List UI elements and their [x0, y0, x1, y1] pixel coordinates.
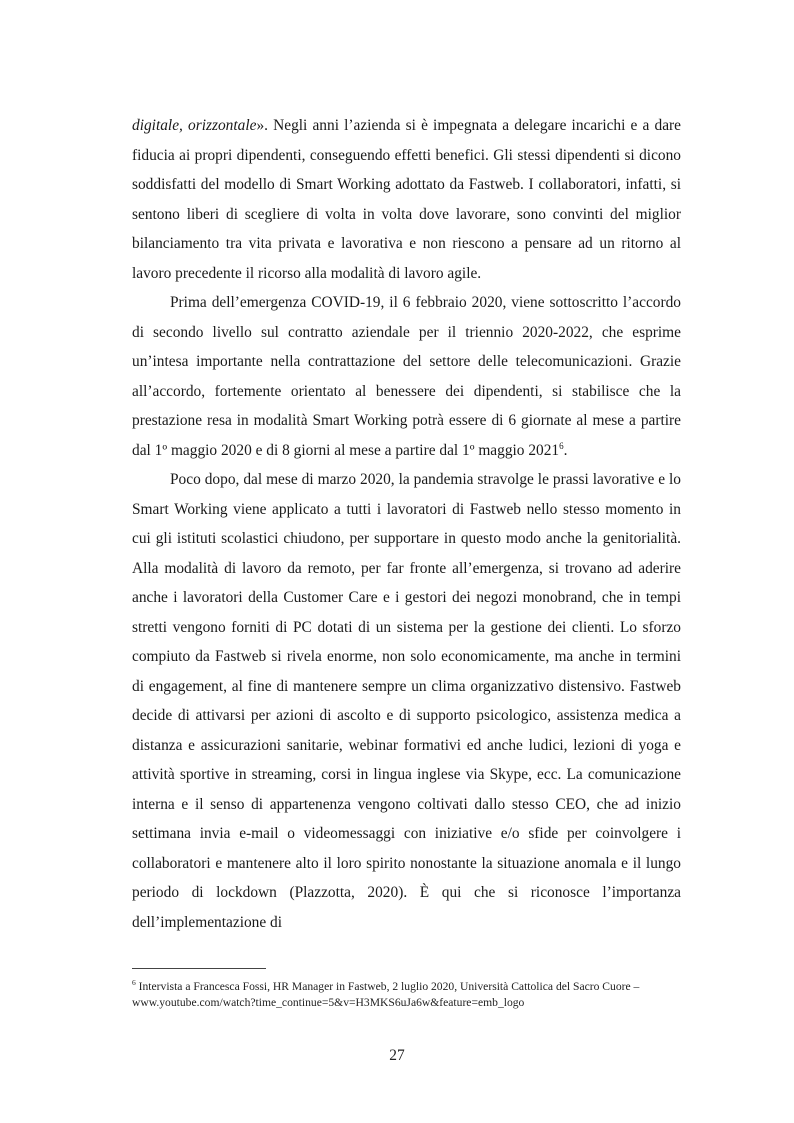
- paragraph-3-text: Poco dopo, dal mese di marzo 2020, la pandemia stravolge le prassi lavorative e lo Smart Working viene applicato a tutti i lavoratori di Fastweb nello stesso momento in cui gli istituti scolastici chiudono, per supportare in questo modo anche la genitorialità. Alla modalità di lavoro da remoto, per far fronte all’emergenza, si trovano ad aderire anche i lavoratori della Customer Care e i gestori dei negozi monobrand, che in tempi stretti vengono forniti di PC dotati di un sistema per la gestione dei clienti. Lo sforzo compiuto da Fastweb si rivela enorme, non solo economicamente, ma anche in termini di engagement, al fine di mantenere sempre un clima organizzativo distensivo. Fastweb decide di attivarsi per azioni di ascolto e di supporto psicologico, assistenza medica a distanza e assicurazioni sanitarie, webinar formativi ed anche ludici, lezioni di yoga e attività sportive in streaming, corsi in lingua inglese via Skype, ecc. La comunicazione interna e il senso di appartenenza vengono coltivati dallo stesso CEO, che ad inizio settimana invia e-mail o videomessaggi con iniziative e/o sfide per coinvolgere i collaboratori e mantenere alto il loro spirito nonostante la situazione anomala e il lungo periodo di lockdown (Plazzotta, 2020). È qui che si riconosce l’importanza dell’implementazione di: [132, 471, 681, 931]
- paragraph-2: [132, 288, 681, 465]
- footnote-text: Intervista a Francesca Fossi, HR Manager in Fastweb, 2 luglio 2020, Università Cattolica del Sacro Cuore – www.youtube.com/watch?time_continue=5&v=H3MKS6uJa6w&feature=emb_logo: [132, 980, 640, 1009]
- paragraph-2-tail: .: [563, 441, 568, 459]
- footnote-divider: [132, 968, 266, 969]
- footnote-reference[interactable]: 6: [559, 440, 564, 451]
- page-number: 27: [389, 1047, 405, 1064]
- paragraph-1: [132, 111, 681, 288]
- italic-phrase: digitale, orizzontale: [132, 117, 257, 134]
- paragraph-2-text: Prima dell’emergenza COVID-19, il 6 febbraio 2020, viene sottoscritto l’accordo di secondo livello sul contratto aziendale per il triennio 2020-2022, che esprime un’intesa importante nella contrattazione del settore delle telecomunicazioni. Grazie all’accordo, fortemente orientato al benessere dei dipendenti, si stabilisce che la prestazione resa in modalità Smart Working potrà essere di 6 giornate al mese a partire dal 1º maggio 2020 e di 8 giorni al mese a partire dal 1º maggio 2021: [132, 294, 681, 459]
- body-text: [132, 111, 681, 937]
- paragraph-1-text: ». Negli anni l’azienda si è impegnata a delegare incarichi e a dare fiducia ai propri dipendenti, conseguendo effetti benefici. Gli stessi dipendenti si dicono soddisfatti del modello di Smart Working adottato da Fastweb. I collaboratori, infatti, si sentono liberi di scegliere di volta in volta dove lavorare, sono convinti del miglior bilanciamento tra vita privata e lavorativa e non riescono a pensare ad un ritorno al lavoro precedente il ricorso alla modalità di lavoro agile.: [132, 117, 681, 282]
- paragraph-3: [132, 465, 681, 937]
- footnote: [132, 979, 681, 1011]
- footnote-marker: 6: [132, 978, 136, 988]
